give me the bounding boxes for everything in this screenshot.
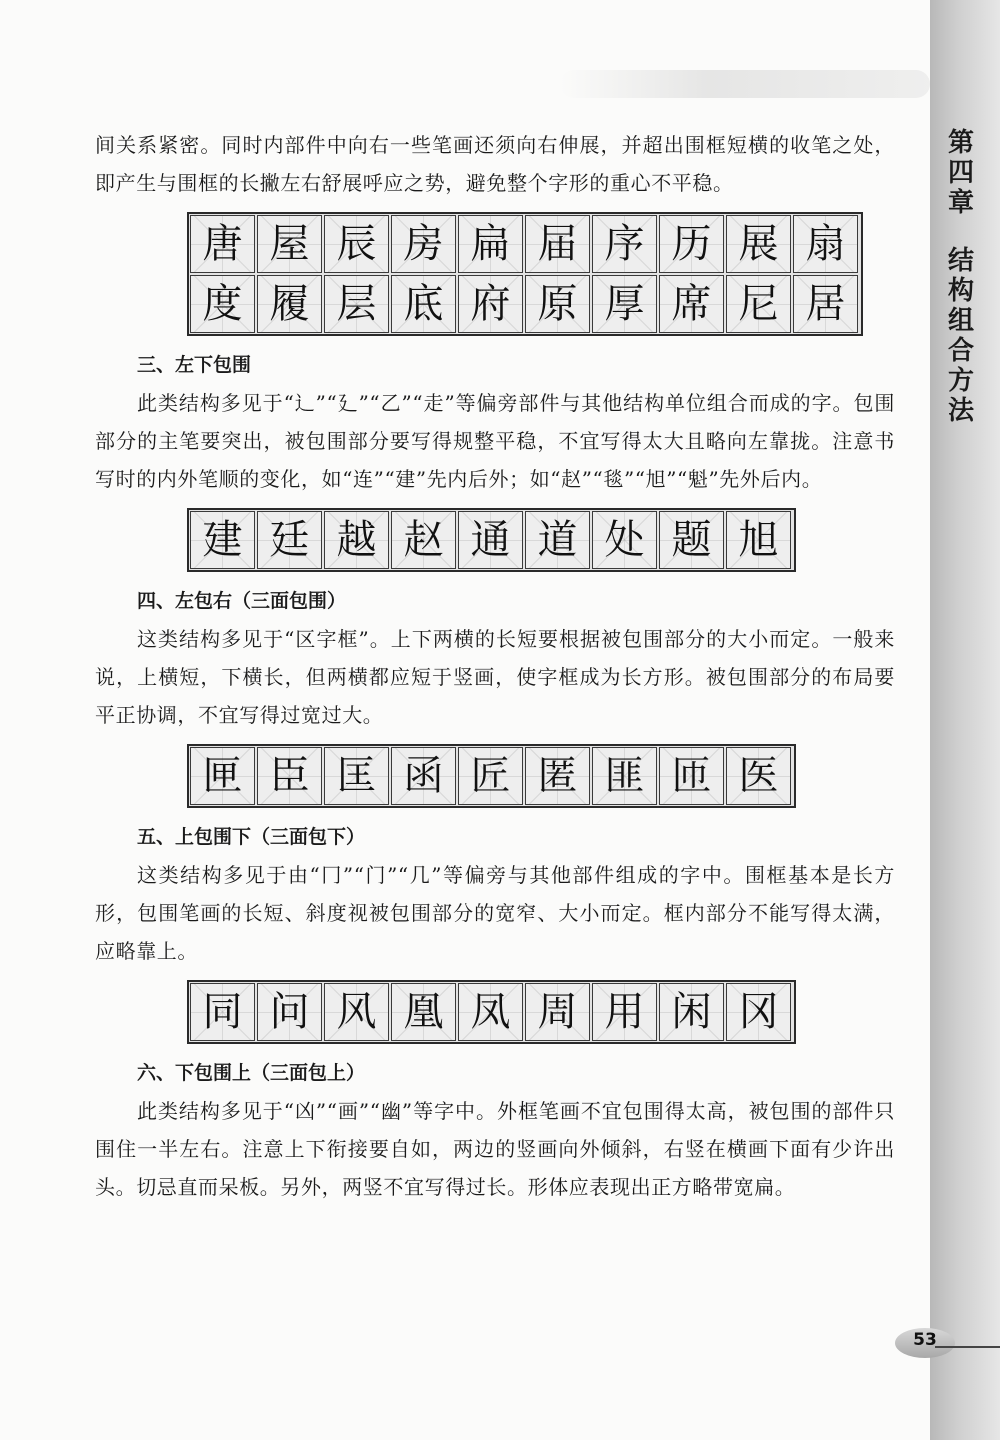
character-cell: 凤 <box>458 983 523 1041</box>
character-cell: 屋 <box>257 215 322 273</box>
chapter-number: 第四章 <box>947 128 974 218</box>
section-heading-4: 四、左包右（三面包围） <box>137 590 347 612</box>
section-paragraph-5: 这类结构多见于由“冂”“门”“几”等偏旁与其他部件组成的字中。围框基本是长方形，包围笔画的长短、斜度视被包围部分的宽窄、大小而定。框内部分不能写得太满，应略靠上。 <box>95 863 895 963</box>
chapter-label <box>936 128 986 426</box>
character-cell: 匠 <box>458 747 523 805</box>
character-cell: 匣 <box>190 747 255 805</box>
character-cell: 匝 <box>659 747 724 805</box>
chapter-name: 结构组合方法 <box>947 246 974 426</box>
character-cell: 房 <box>391 215 456 273</box>
character-cell: 府 <box>458 275 523 333</box>
character-cell: 历 <box>659 215 724 273</box>
character-cell: 匡 <box>324 747 389 805</box>
character-cell: 序 <box>592 215 657 273</box>
character-cell: 冈 <box>726 983 791 1041</box>
character-cell: 厚 <box>592 275 657 333</box>
section-heading-3: 三、左下包围 <box>137 354 252 376</box>
page-content <box>95 126 895 1206</box>
character-cell: 扇 <box>793 215 858 273</box>
character-cell: 凰 <box>391 983 456 1041</box>
section-paragraph-6: 此类结构多见于“凶”“画”“幽”等字中。外框笔画不宜包围得太高，被包围的部件只围住一半左右。注意上下衔接要自如，两边的竖画向外倾斜，右竖在横画下面有少许出头。切忌直而呆板。另外，两竖不宜写得过长。形体应表现出正方略带宽扁。 <box>95 1099 895 1199</box>
section-paragraph-4: 这类结构多见于“区字框”。上下两横的长短要根据被包围部分的大小而定。一般来说，上横短，下横长，但两横都应短于竖画，使字框成为长方形。被包围部分的布局要平正协调，不宜写得过宽过大。 <box>95 627 895 727</box>
character-cell: 用 <box>592 983 657 1041</box>
page-number-badge <box>895 1328 1000 1364</box>
character-cell: 底 <box>391 275 456 333</box>
character-cell: 唐 <box>190 215 255 273</box>
character-cell: 函 <box>391 747 456 805</box>
character-cell: 届 <box>525 215 590 273</box>
character-cell: 医 <box>726 747 791 805</box>
character-cell: 闲 <box>659 983 724 1041</box>
character-cell: 建 <box>190 511 255 569</box>
section-heading-5: 五、上包围下（三面包下） <box>137 826 366 848</box>
character-grid-2 <box>187 508 796 572</box>
character-grid-1 <box>187 212 863 336</box>
character-cell: 尼 <box>726 275 791 333</box>
character-cell: 风 <box>324 983 389 1041</box>
page-number: 53 <box>913 1330 937 1350</box>
character-cell: 展 <box>726 215 791 273</box>
character-cell: 越 <box>324 511 389 569</box>
character-cell: 居 <box>793 275 858 333</box>
intro-paragraph: 间关系紧密。同时内部件中向右一些笔画还须向右伸展，并超出围框短横的收笔之处，即产生与围框的长撇左右舒展呼应之势，避免整个字形的重心不平稳。 <box>95 133 895 195</box>
character-cell: 匿 <box>525 747 590 805</box>
character-grid-4 <box>187 980 796 1044</box>
character-cell: 廷 <box>257 511 322 569</box>
character-cell: 度 <box>190 275 255 333</box>
character-cell: 赵 <box>391 511 456 569</box>
character-grid-3 <box>187 744 796 808</box>
character-cell: 臣 <box>257 747 322 805</box>
character-cell: 匪 <box>592 747 657 805</box>
character-cell: 题 <box>659 511 724 569</box>
character-cell: 层 <box>324 275 389 333</box>
section-heading-6: 六、下包围上（三面包上） <box>137 1062 366 1084</box>
character-cell: 通 <box>458 511 523 569</box>
section-paragraph-3: 此类结构多见于“辶”“廴”“乙”“走”等偏旁部件与其他结构单位组合而成的字。包围部分的主笔要突出，被包围部分要写得规整平稳，不宜写得太大且略向左靠拢。注意书写时的内外笔顺的变化，如“连”“建”先内后外；如“赵”“毯”“旭”“魁”先外后内。 <box>95 391 895 491</box>
character-cell: 旭 <box>726 511 791 569</box>
character-cell: 道 <box>525 511 590 569</box>
character-cell: 原 <box>525 275 590 333</box>
character-cell: 问 <box>257 983 322 1041</box>
character-cell: 扁 <box>458 215 523 273</box>
scan-smudge <box>560 70 930 98</box>
character-cell: 履 <box>257 275 322 333</box>
character-cell: 席 <box>659 275 724 333</box>
character-cell: 同 <box>190 983 255 1041</box>
character-cell: 周 <box>525 983 590 1041</box>
character-cell: 辰 <box>324 215 389 273</box>
character-cell: 处 <box>592 511 657 569</box>
